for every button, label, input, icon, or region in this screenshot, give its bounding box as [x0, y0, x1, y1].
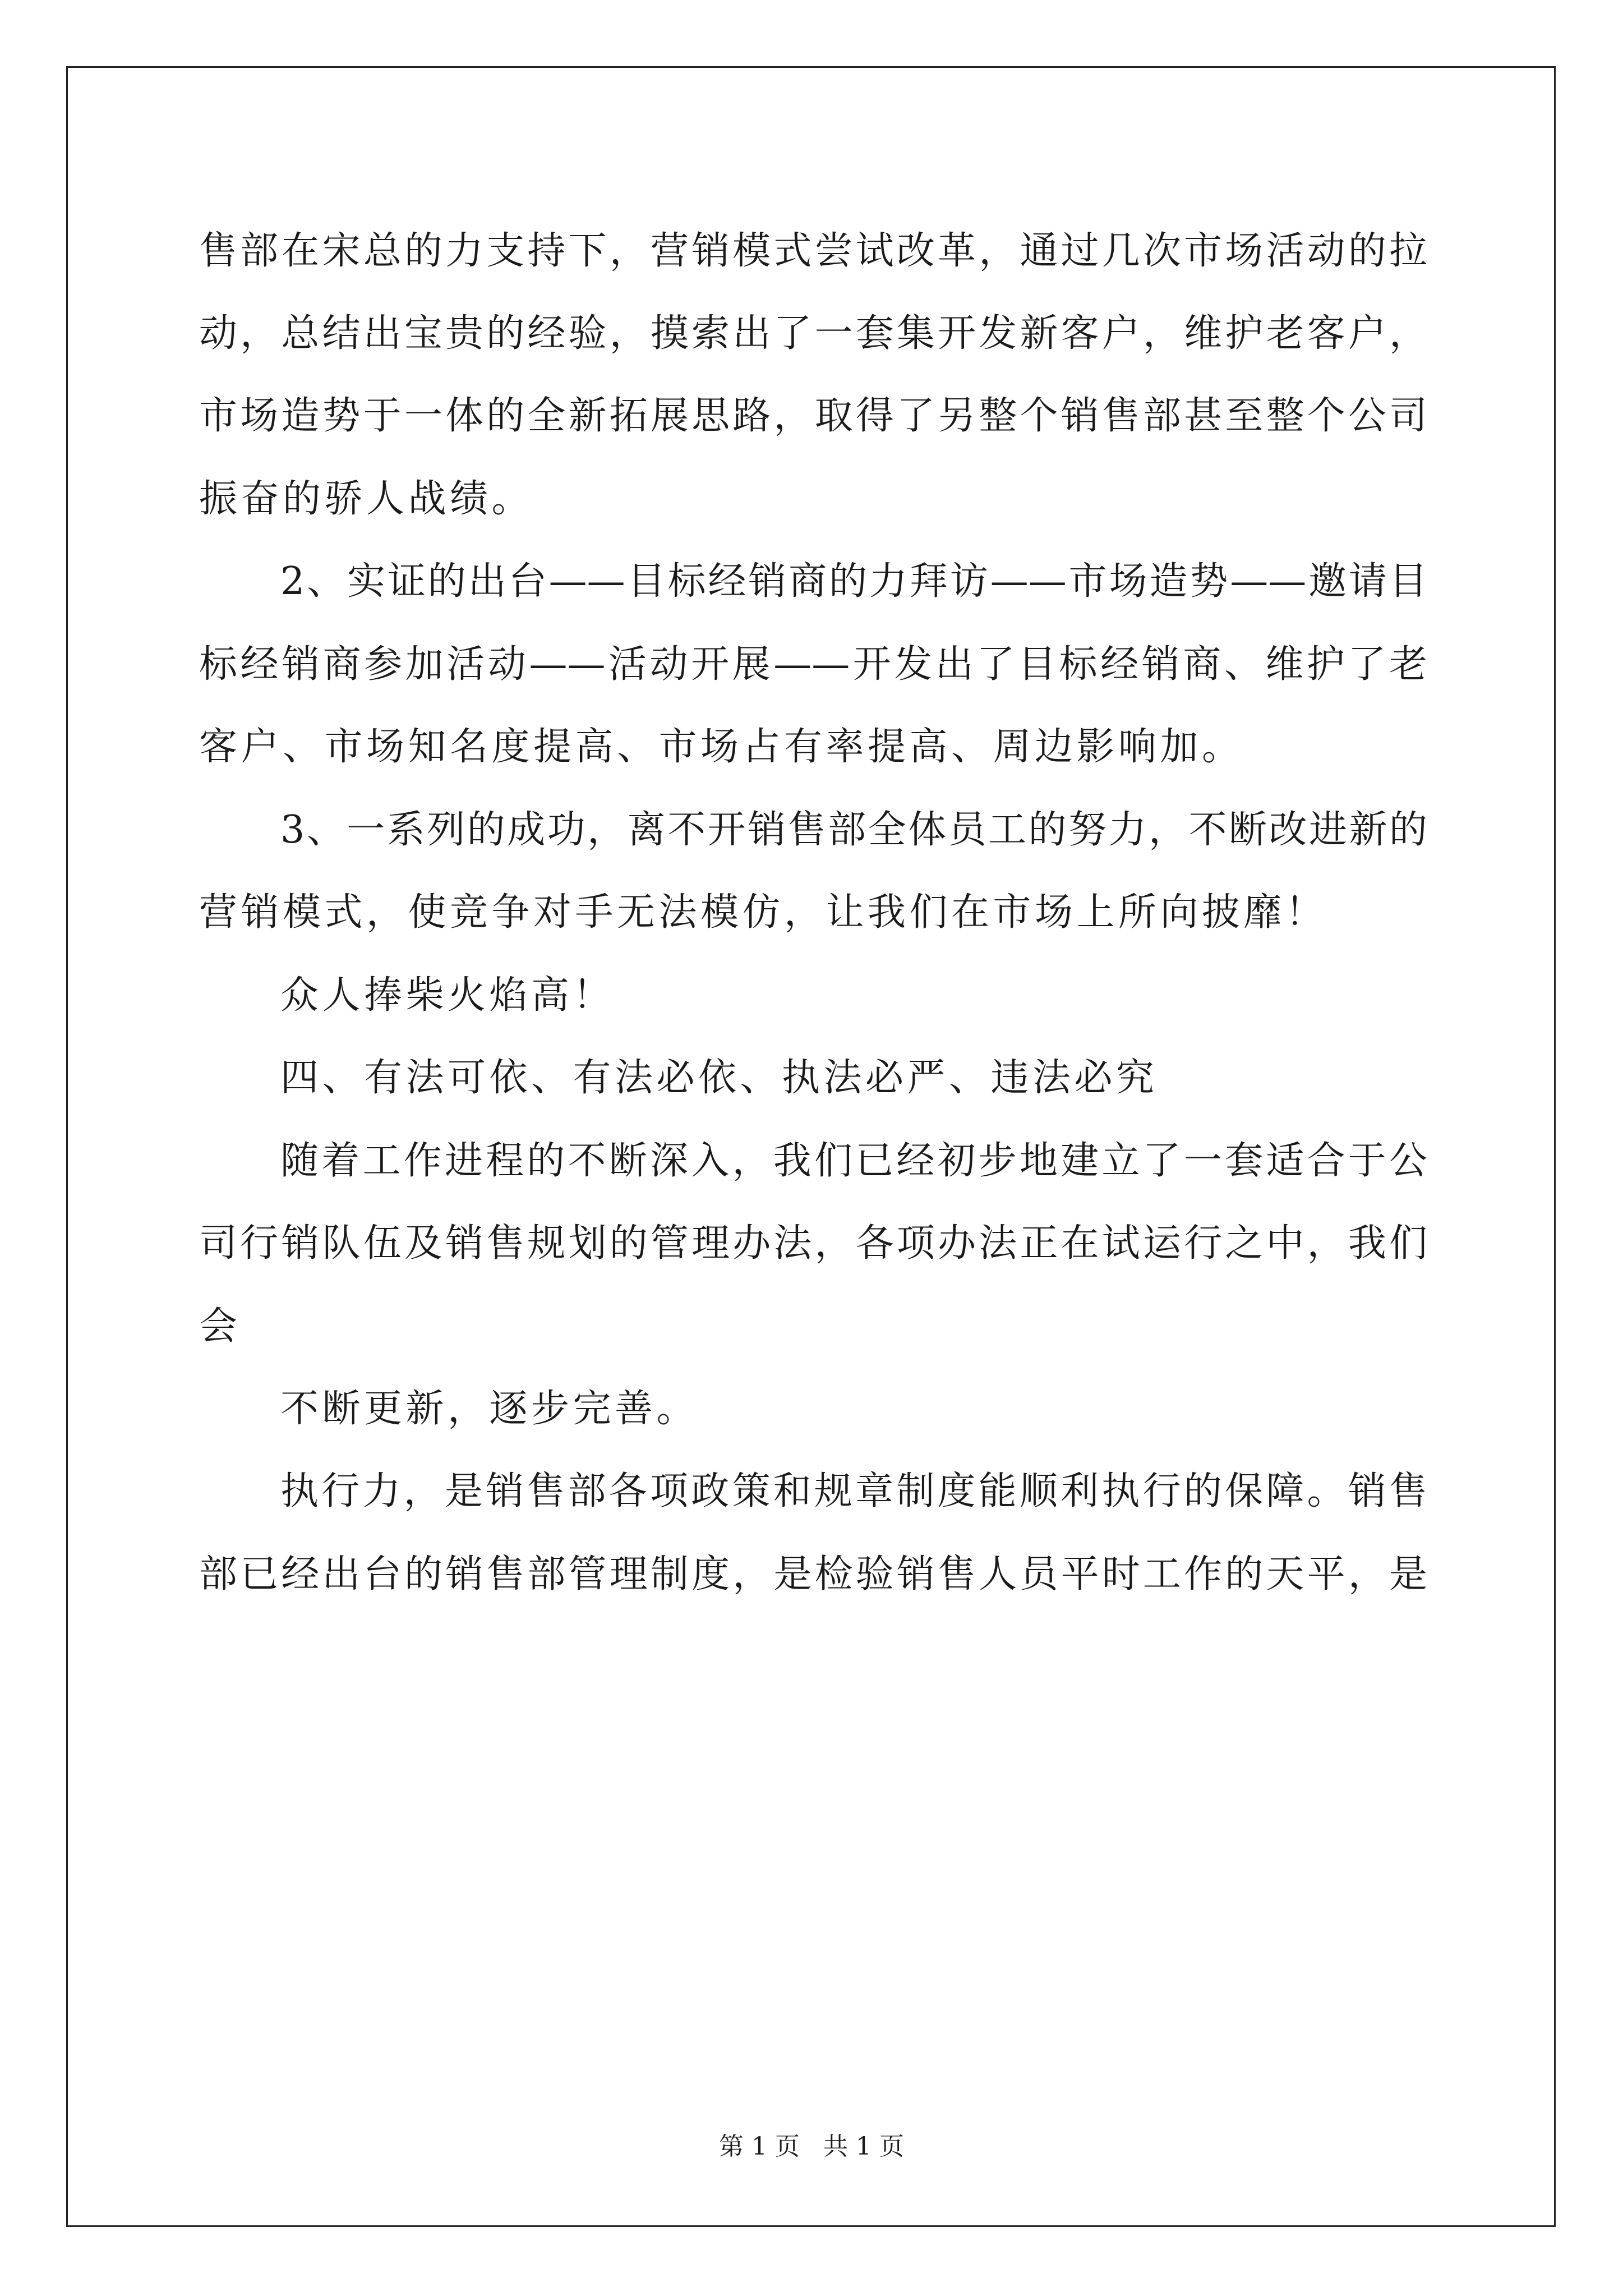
paragraph-line: 部已经出台的销售部管理制度，是检验销售人员平时工作的天平，是 [199, 1552, 1427, 1596]
paragraph-line: 营销模式，使竞争对手无法模仿，让我们在市场上所向披靡！ [199, 890, 1327, 935]
paragraph-line: 司行销队伍及销售规划的管理办法，各项办法正在试运行之中，我们 [199, 1221, 1427, 1266]
paragraph-line: 振奋的骄人战绩。 [199, 477, 534, 521]
paragraph-line: 售部在宋总的力支持下，营销模式尝试改革，通过几次市场活动的拉 [199, 229, 1427, 273]
section-heading: 四、有法可依、有法必依、执法必严、违法必究 [280, 1056, 1158, 1100]
paragraph-line: 市场造势于一体的全新拓展思路，取得了另整个销售部甚至整个公司 [199, 394, 1427, 438]
paragraph-line: 执行力，是销售部各项政策和规章制度能顺利执行的保障。销售 [280, 1469, 1427, 1513]
paragraph-line: 众人捧柴火焰高！ [280, 973, 615, 1018]
paragraph-line: 会 [199, 1304, 241, 1349]
paragraph-line: 随着工作进程的不断深入，我们已经初步地建立了一套适合于公 [280, 1139, 1427, 1183]
paragraph-line: 2、实证的出台——目标经销商的力拜访——市场造势——邀请目 [280, 559, 1427, 604]
paragraph-line: 标经销商参加活动——活动开展——开发出了目标经销商、维护了老 [199, 642, 1427, 687]
paragraph-line: 客户、市场知名度提高、市场占有率提高、周边影响加。 [199, 725, 1244, 769]
paragraph-line: 动，总结出宝贵的经验，摸索出了一套集开发新客户，维护老客户， [199, 311, 1427, 356]
paragraph-line: 3、一系列的成功，离不开销售部全体员工的努力，不断改进新的 [280, 808, 1427, 852]
paragraph-line: 不断更新，逐步完善。 [280, 1387, 699, 1431]
page-number-footer: 第 1 页 共 1 页 [719, 2132, 904, 2161]
